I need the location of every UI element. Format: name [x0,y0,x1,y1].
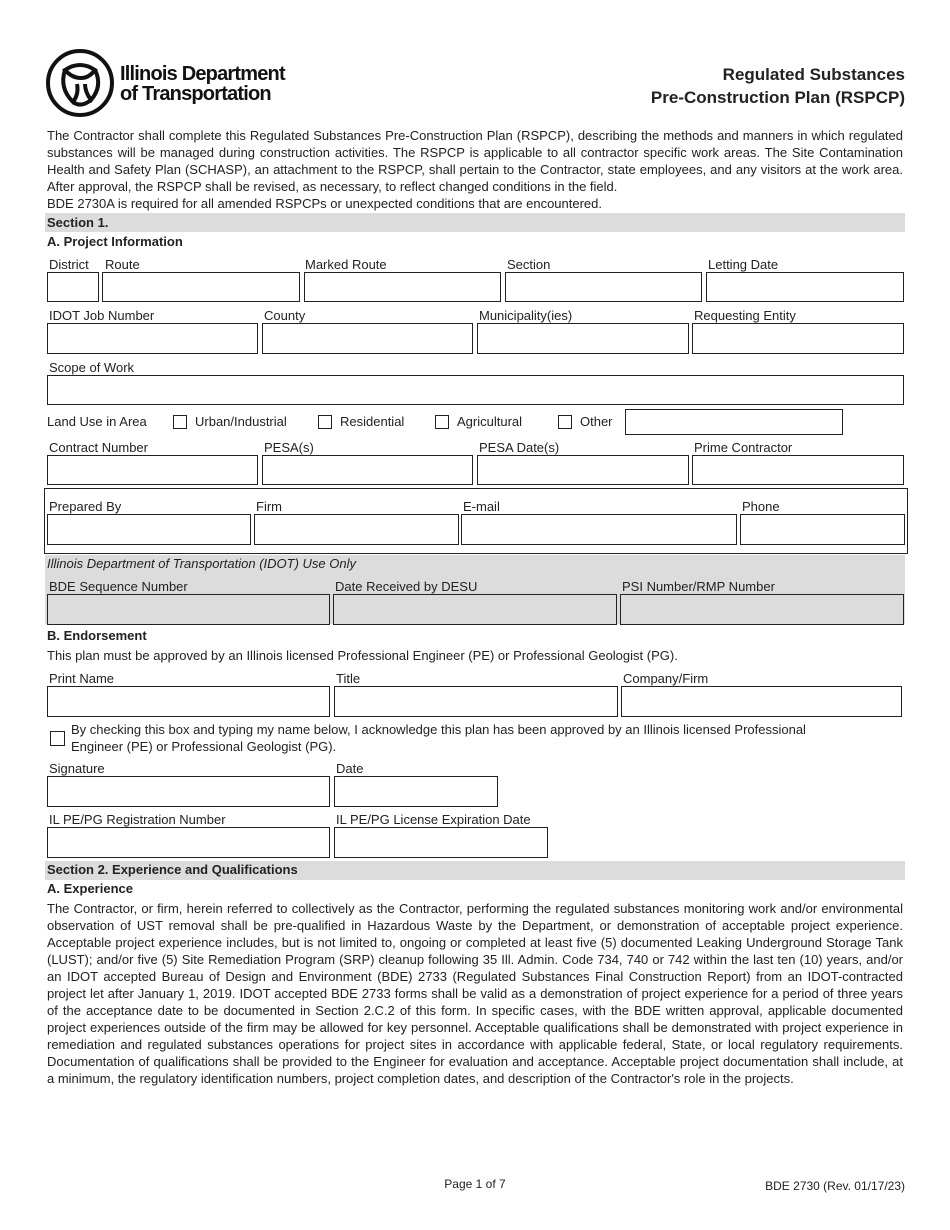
contract-number-field[interactable] [47,455,258,485]
county-label: County [264,308,306,323]
scope-label: Scope of Work [49,360,135,375]
job-number-field[interactable] [47,323,258,354]
psi-number-label: PSI Number/RMP Number [622,579,775,594]
title-label: Title [336,671,361,686]
acknowledge-checkbox[interactable] [50,731,65,746]
letting-date-label: Letting Date [708,257,779,272]
idot-logo [45,48,115,118]
title-field[interactable] [334,686,618,717]
date-received-field[interactable] [333,594,617,625]
firm-label: Firm [256,499,282,514]
pesa-label: PESA(s) [264,440,314,455]
municipality-label: Municipality(ies) [479,308,573,323]
signature-field[interactable] [47,776,330,807]
company-firm-label: Company/Firm [623,671,709,686]
agricultural-label: Agricultural [457,414,523,429]
prepared-by-label: Prepared By [49,499,122,514]
marked-route-field[interactable] [304,272,501,302]
agricultural-checkbox[interactable] [435,415,449,429]
letting-date-field[interactable] [706,272,904,302]
intro-text: The Contractor shall complete this Regulated Substances Pre-Construction Plan (RSPCP), describing the methods and manners in which regulated substances will be managed during construction activities. The RSPCP is applicable to all contractor specific work areas. The Site Contamination Health and Safety Plan (SCHASP), an attachment to the RSPCP, shall pertain to the Contractor, state employees, and any visitors at the work area. After approval, the RSPCP shall be revised, as necessary, to reflect changed conditions in the field. [47,128,903,194]
bde-sequence-label: BDE Sequence Number [49,579,188,594]
municipality-field[interactable] [477,323,689,354]
route-label: Route [105,257,140,272]
section-field[interactable] [505,272,702,302]
other-label: Other [580,414,613,429]
requesting-entity-label: Requesting Entity [694,308,796,323]
district-field[interactable] [47,272,99,302]
experience-heading: A. Experience [47,881,133,896]
logo-line-1: Illinois Department [120,63,285,85]
page-number: Page 1 of 7 [444,1177,506,1191]
form-title [651,63,905,109]
print-name-label: Print Name [49,671,115,686]
acknowledge-text [71,721,806,755]
residential-label: Residential [340,414,405,429]
section-1-header [45,213,905,232]
endorsement-text: This plan must be approved by an Illinois licensed Professional Engineer (PE) or Professional Geologist (PG). [47,648,678,663]
print-name-field[interactable] [47,686,330,717]
form-title-line-1: Regulated Substances [722,65,905,84]
residential-checkbox[interactable] [318,415,332,429]
intro-paragraph [47,127,903,212]
idot-use-only-title: Illinois Department of Transportation (IDOT) Use Only [47,556,356,571]
requesting-entity-field[interactable] [692,323,904,354]
phone-label: Phone [742,499,780,514]
county-field[interactable] [262,323,473,354]
prime-contractor-field[interactable] [692,455,904,485]
job-number-label: IDOT Job Number [49,308,155,323]
registration-number-label: IL PE/PG Registration Number [49,812,226,827]
psi-number-field[interactable] [620,594,904,625]
prime-contractor-label: Prime Contractor [694,440,793,455]
expiration-date-field[interactable] [334,827,548,858]
section-label: Section [507,257,551,272]
phone-field[interactable] [740,514,905,545]
form-title-line-2: Pre-Construction Plan (RSPCP) [650,88,905,107]
experience-text: The Contractor, or firm, herein referred to collectively as the Contractor, performing the regulated substances monitoring work and/or environmental observation of UST removal shall be pre-qualified in Hazardous Waste by the Department, or demonstration of acceptable project experience. Acceptable project experience includes, but is not limited to, ongoing or completed at least five (5) documented Leaking Underground Storage Tank (LUST); and/or five (5) Site Remediation Program (SRP) cleanup following 35 Ill. Admin. Code 734, 740 or 742 within the last ten (10) years, and/or an IDOT accepted Bureau of Design and Environment (BDE) 2733 (Regulated Substances Final Construction Report) from an IDOT-contracted project let after January 1, 2019. IDOT accepted BDE 2733 forms shall be valid as a demonstration of project experience for a period of three years of the acceptance date to be documented in Section 2.C.2 of this form. In specific cases, with the BDE written approval, applicable documented project experiences outside of the firm may be allowed for key personnel. Acceptable qualifications shall be demonstrated with project experience in remediation and regulated substances operations for project sites in accordance with applicable federal, State, or local regulatory requirements. Documentation of qualifications shall be provided to the Engineer for evaluation and acceptance. Acceptable project documentation shall include, at a minimum, the regulatory identification numbers, project completion dates, and description of the Contractor's role in the projects. [47,901,903,1086]
idot-logo-icon [45,48,115,118]
other-land-use-field[interactable] [625,409,843,435]
section-2-title: Section 2. Experience and Qualifications [47,862,298,877]
urban-label: Urban/Industrial [195,414,287,429]
bde-sequence-field[interactable] [47,594,330,625]
project-info-heading: A. Project Information [47,234,183,249]
firm-field[interactable] [254,514,459,545]
pesa-field[interactable] [262,455,473,485]
expiration-date-label: IL PE/PG License Expiration Date [336,812,531,827]
experience-paragraph [47,900,903,1087]
contract-number-label: Contract Number [49,440,148,455]
form-id: BDE 2730 (Rev. 01/17/23) [765,1179,905,1193]
company-firm-field[interactable] [621,686,902,717]
signature-label: Signature [49,761,105,776]
acknowledge-line-2: Engineer (PE) or Professional Geologist (PG). [71,739,337,754]
pesa-dates-label: PESA Date(s) [479,440,560,455]
other-checkbox[interactable] [558,415,572,429]
land-use-label: Land Use in Area [47,414,147,429]
date-field[interactable] [334,776,498,807]
section-2-header [45,861,905,880]
logo-line-2: of Transportation [120,83,271,105]
district-label: District [49,257,89,272]
route-field[interactable] [102,272,300,302]
section-1-title: Section 1. [47,215,109,230]
logo-wordmark [120,64,285,104]
intro-note: BDE 2730A is required for all amended RSPCPs or unexpected conditions that are encountered. [47,196,603,211]
scope-field[interactable] [47,375,904,405]
endorsement-heading: B. Endorsement [47,628,147,643]
email-field[interactable] [461,514,737,545]
urban-checkbox[interactable] [173,415,187,429]
registration-number-field[interactable] [47,827,330,858]
acknowledge-line-1: By checking this box and typing my name below, I acknowledge this plan has been approved by an Illinois licensed Professional [71,722,806,737]
prepared-by-field[interactable] [47,514,251,545]
pesa-dates-field[interactable] [477,455,689,485]
email-label: E-mail [463,499,500,514]
date-received-label: Date Received by DESU [335,579,478,594]
date-label: Date [336,761,364,776]
marked-route-label: Marked Route [305,257,387,272]
